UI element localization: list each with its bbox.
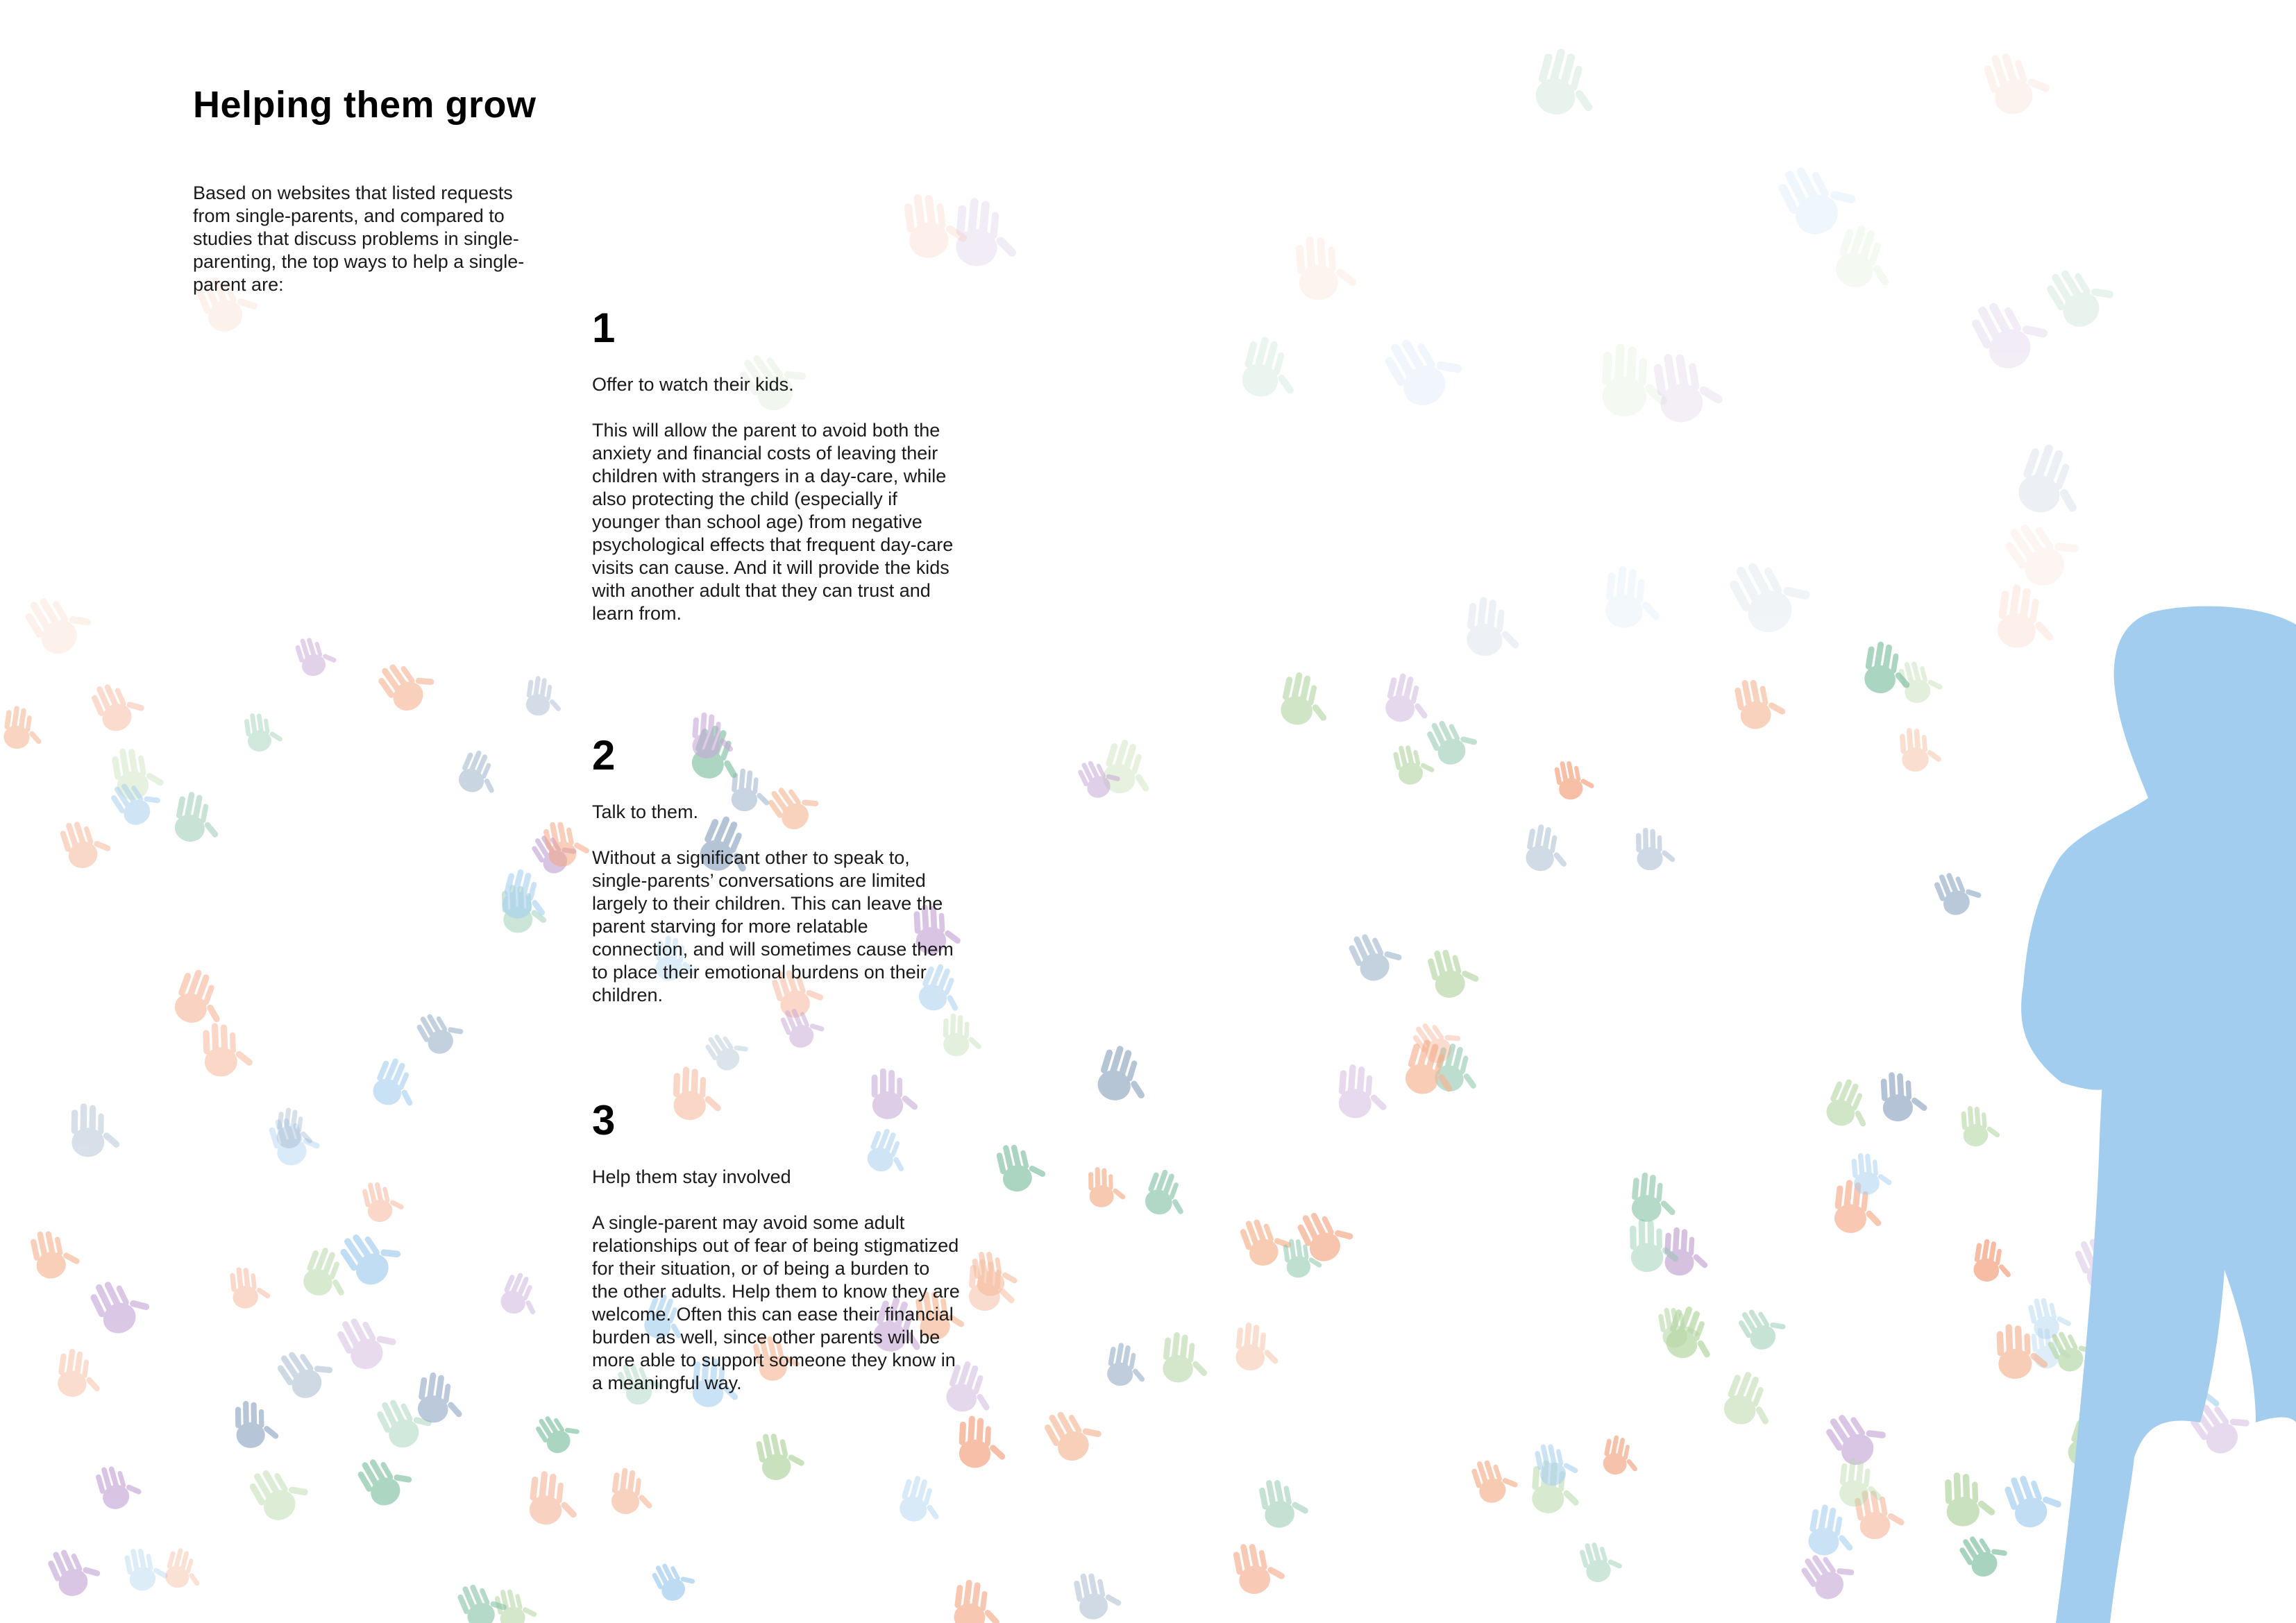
tip-number: 1 bbox=[592, 305, 616, 351]
tip-heading: Talk to them. bbox=[592, 801, 699, 822]
tip-number: 3 bbox=[592, 1097, 616, 1144]
tip-body: A single-parent may avoid some adult relationships out of fear of being stigmatized for their situation, or of being a burden to the other adults. Help them to know they are welcome. Often this can ease their financial burden as well, since other parents will be more able to support someone they know in a meaningful way. bbox=[592, 1212, 960, 1393]
tip-heading: Offer to watch their kids. bbox=[592, 374, 794, 395]
tip-body: This will allow the parent to avoid both the anxiety and financial costs of leaving their children with strangers in a day-care, while also protecting the child (especially if younger than school age) from negative psychological effects that frequent day-care visits can cause. And it will provide the kids with another adult that they can trust and learn from. bbox=[592, 420, 954, 624]
tip-1 bbox=[592, 304, 960, 625]
tip-body: Without a significant other to speak to, single-parents’ conversations are limited largely to their children. This can leave the parent starving for more relatable connection, and will sometimes cause them to place their emotional burdens on their children. bbox=[592, 847, 954, 1005]
tip-heading: Help them stay involved bbox=[592, 1166, 791, 1187]
page-title: Helping them grow bbox=[193, 84, 537, 126]
intro-paragraph: Based on websites that listed requests from single-parents, and compared to studies that discuss problems in single-parenting, the top ways to help a single-parent are: bbox=[193, 182, 525, 295]
tip-3 bbox=[592, 1096, 960, 1395]
tip-number: 2 bbox=[592, 732, 616, 779]
tip-2 bbox=[592, 731, 960, 1007]
